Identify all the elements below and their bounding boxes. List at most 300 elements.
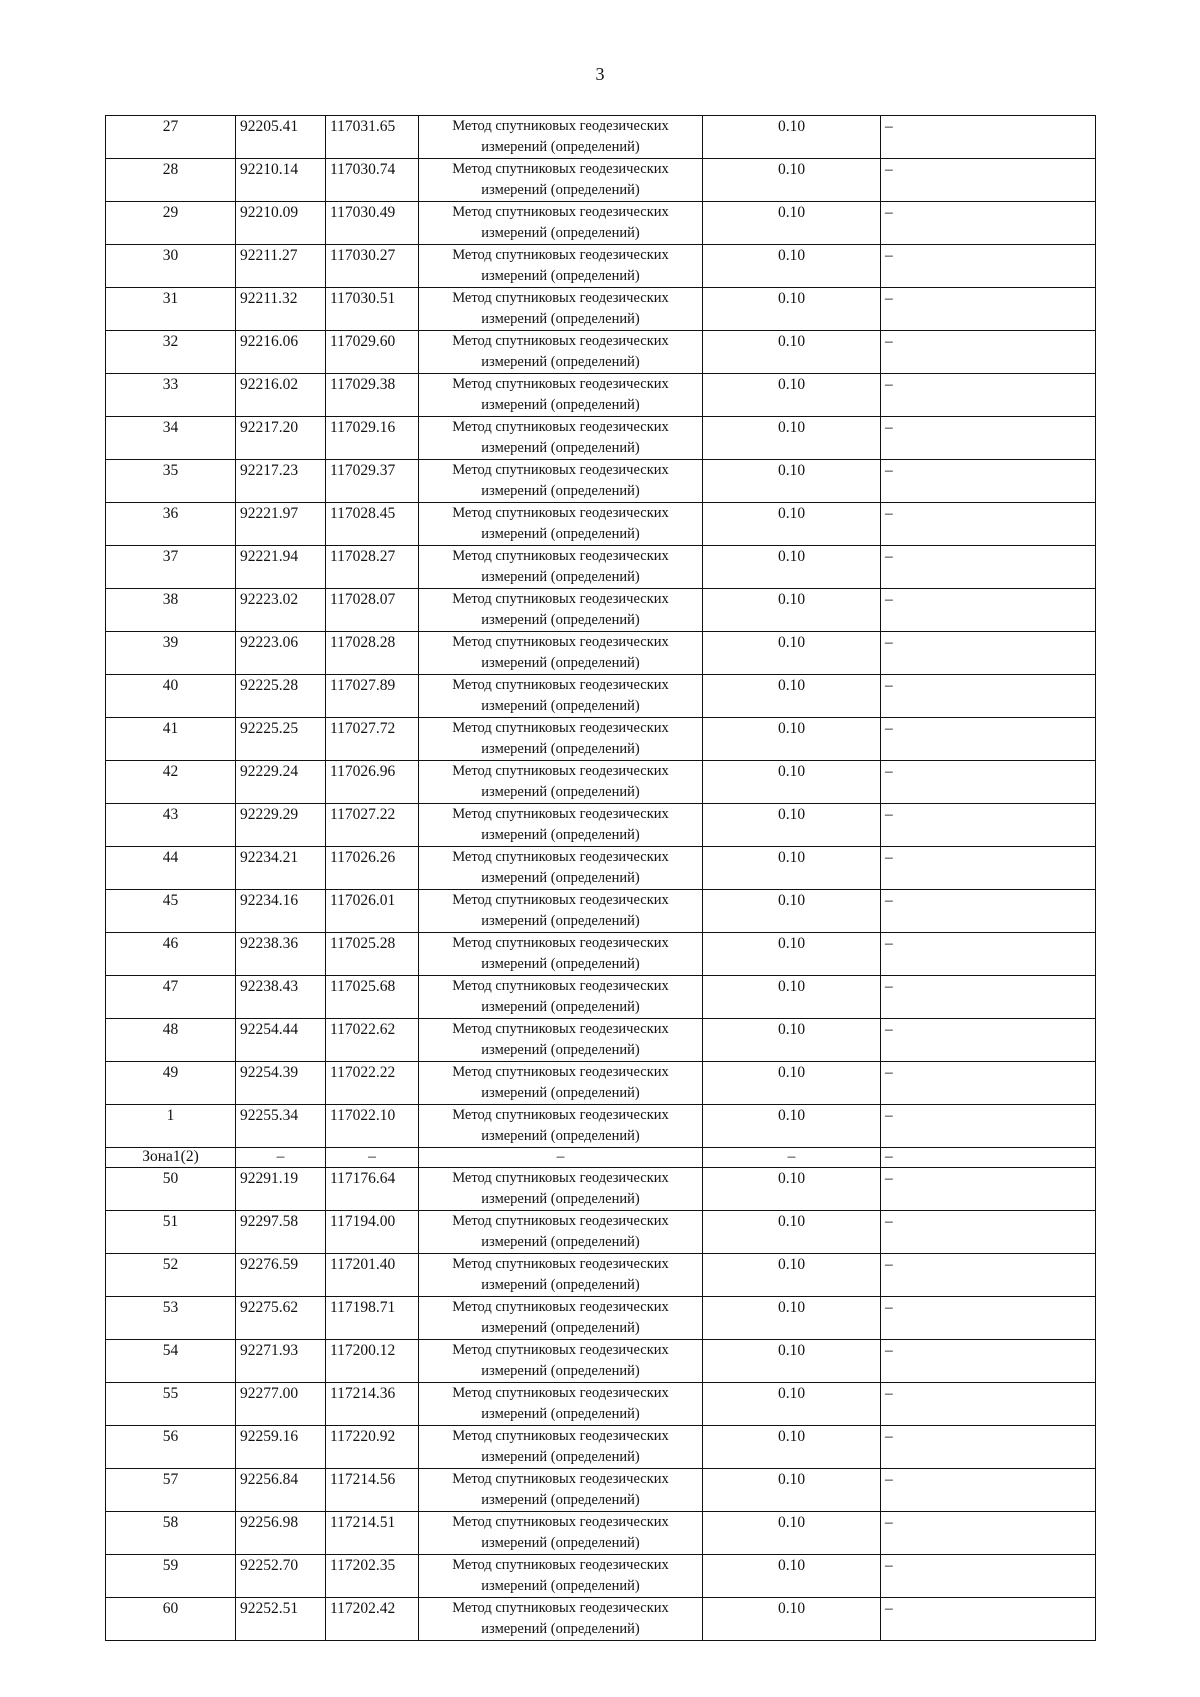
accuracy-cell: 0.10 bbox=[703, 245, 881, 288]
x-coordinate-cell: 92238.43 bbox=[236, 976, 326, 1019]
accuracy-cell: 0.10 bbox=[703, 804, 881, 847]
point-number-cell: 47 bbox=[106, 976, 236, 1019]
method-line-2: измерений (определений) bbox=[481, 225, 640, 241]
accuracy-cell: 0.10 bbox=[703, 288, 881, 331]
method-cell bbox=[419, 1105, 703, 1148]
x-coordinate-cell: 92256.98 bbox=[236, 1512, 326, 1555]
note-cell: – bbox=[881, 804, 1096, 847]
y-coordinate-cell: 117031.65 bbox=[326, 116, 419, 159]
note-cell: – bbox=[881, 1105, 1096, 1148]
point-number-cell: 44 bbox=[106, 847, 236, 890]
y-coordinate-cell: 117026.01 bbox=[326, 890, 419, 933]
y-coordinate-cell: 117030.74 bbox=[326, 159, 419, 202]
table-row bbox=[106, 933, 1096, 976]
method-line-2: измерений (определений) bbox=[481, 354, 640, 370]
method-line-2: измерений (определений) bbox=[481, 1191, 640, 1207]
table-row bbox=[106, 159, 1096, 202]
x-coordinate-cell: 92210.09 bbox=[236, 202, 326, 245]
y-coordinate-cell: 117026.26 bbox=[326, 847, 419, 890]
accuracy-cell: 0.10 bbox=[703, 374, 881, 417]
note-cell: – bbox=[881, 460, 1096, 503]
method-cell bbox=[419, 761, 703, 804]
table-row bbox=[106, 1019, 1096, 1062]
point-number-cell: 43 bbox=[106, 804, 236, 847]
method-line-1: Метод спутниковых геодезических bbox=[452, 806, 669, 822]
note-cell: – bbox=[881, 159, 1096, 202]
method-line-2: измерений (определений) bbox=[481, 268, 640, 284]
point-number-cell: 34 bbox=[106, 417, 236, 460]
accuracy-cell: 0.10 bbox=[703, 933, 881, 976]
method-cell bbox=[419, 1598, 703, 1641]
accuracy-cell: 0.10 bbox=[703, 1254, 881, 1297]
method-cell bbox=[419, 890, 703, 933]
accuracy-cell: 0.10 bbox=[703, 331, 881, 374]
point-number-cell: 45 bbox=[106, 890, 236, 933]
point-number-cell: 50 bbox=[106, 1168, 236, 1211]
method-line-1: Метод спутниковых геодезических bbox=[452, 763, 669, 779]
y-coordinate-cell: 117030.49 bbox=[326, 202, 419, 245]
note-cell: – bbox=[881, 632, 1096, 675]
method-cell bbox=[419, 417, 703, 460]
x-coordinate-cell: 92291.19 bbox=[236, 1168, 326, 1211]
x-coordinate-cell: 92276.59 bbox=[236, 1254, 326, 1297]
method-line-2: измерений (определений) bbox=[481, 1449, 640, 1465]
table-row bbox=[106, 890, 1096, 933]
method-line-2: измерений (определений) bbox=[481, 1535, 640, 1551]
table-row bbox=[106, 1062, 1096, 1105]
method-line-2: измерений (определений) bbox=[481, 698, 640, 714]
y-coordinate-cell: 117029.37 bbox=[326, 460, 419, 503]
method-cell bbox=[419, 546, 703, 589]
accuracy-cell: 0.10 bbox=[703, 417, 881, 460]
accuracy-cell: 0.10 bbox=[703, 718, 881, 761]
x-coordinate-cell: 92216.02 bbox=[236, 374, 326, 417]
accuracy-cell: 0.10 bbox=[703, 589, 881, 632]
method-line-2: измерений (определений) bbox=[481, 1406, 640, 1422]
x-coordinate-cell: 92221.97 bbox=[236, 503, 326, 546]
method-line-2: измерений (определений) bbox=[481, 827, 640, 843]
x-coordinate-cell: 92217.20 bbox=[236, 417, 326, 460]
note-cell: – bbox=[881, 933, 1096, 976]
zone-row bbox=[106, 1148, 1096, 1168]
point-number-cell: 48 bbox=[106, 1019, 236, 1062]
method-cell bbox=[419, 1254, 703, 1297]
note-cell: – bbox=[881, 417, 1096, 460]
table-row bbox=[106, 761, 1096, 804]
method-line-2: измерений (определений) bbox=[481, 1085, 640, 1101]
y-coordinate-cell: 117028.07 bbox=[326, 589, 419, 632]
note-cell: – bbox=[881, 847, 1096, 890]
accuracy-cell: 0.10 bbox=[703, 202, 881, 245]
point-number-cell: 56 bbox=[106, 1426, 236, 1469]
accuracy-cell: 0.10 bbox=[703, 116, 881, 159]
method-line-1: Метод спутниковых геодезических bbox=[452, 333, 669, 349]
accuracy-cell: 0.10 bbox=[703, 159, 881, 202]
method-line-1: Метод спутниковых геодезических bbox=[452, 1557, 669, 1573]
method-line-2: измерений (определений) bbox=[481, 1578, 640, 1594]
method-cell bbox=[419, 1168, 703, 1211]
table-row bbox=[106, 1105, 1096, 1148]
method-line-1: Метод спутниковых геодезических bbox=[452, 591, 669, 607]
method-line-1: Метод спутниковых геодезических bbox=[452, 1514, 669, 1530]
zone-label-cell: Зона1(2) bbox=[106, 1148, 236, 1168]
note-cell: – bbox=[881, 1340, 1096, 1383]
x-coordinate-cell: 92211.32 bbox=[236, 288, 326, 331]
method-line-1: Метод спутниковых геодезических bbox=[452, 1342, 669, 1358]
note-cell: – bbox=[881, 202, 1096, 245]
x-coordinate-cell: 92254.44 bbox=[236, 1019, 326, 1062]
accuracy-cell: 0.10 bbox=[703, 632, 881, 675]
y-coordinate-cell: 117027.89 bbox=[326, 675, 419, 718]
table-row bbox=[106, 1555, 1096, 1598]
point-number-cell: 49 bbox=[106, 1062, 236, 1105]
method-cell bbox=[419, 245, 703, 288]
y-coordinate-cell: 117029.60 bbox=[326, 331, 419, 374]
table-row bbox=[106, 718, 1096, 761]
x-coordinate-cell: 92252.70 bbox=[236, 1555, 326, 1598]
x-coordinate-cell: 92252.51 bbox=[236, 1598, 326, 1641]
table-row bbox=[106, 976, 1096, 1019]
table-row bbox=[106, 675, 1096, 718]
method-cell bbox=[419, 1211, 703, 1254]
table-row bbox=[106, 1383, 1096, 1426]
point-number-cell: 46 bbox=[106, 933, 236, 976]
method-line-1: Метод спутниковых геодезических bbox=[452, 505, 669, 521]
y-coordinate-cell: 117028.28 bbox=[326, 632, 419, 675]
table-row bbox=[106, 1211, 1096, 1254]
method-line-1: Метод спутниковых геодезических bbox=[452, 1170, 669, 1186]
table-row bbox=[106, 331, 1096, 374]
table-row bbox=[106, 1168, 1096, 1211]
point-number-cell: 31 bbox=[106, 288, 236, 331]
table-row bbox=[106, 460, 1096, 503]
method-cell bbox=[419, 718, 703, 761]
point-number-cell: 33 bbox=[106, 374, 236, 417]
x-coordinate-cell: 92229.29 bbox=[236, 804, 326, 847]
method-line-1: Метод спутниковых геодезических bbox=[452, 204, 669, 220]
note-cell: – bbox=[881, 1555, 1096, 1598]
table-row bbox=[106, 632, 1096, 675]
y-coordinate-cell: 117022.22 bbox=[326, 1062, 419, 1105]
method-cell bbox=[419, 159, 703, 202]
note-cell: – bbox=[881, 589, 1096, 632]
accuracy-cell: 0.10 bbox=[703, 1211, 881, 1254]
note-cell: – bbox=[881, 675, 1096, 718]
method-line-1: Метод спутниковых геодезических bbox=[452, 677, 669, 693]
x-coordinate-cell: 92234.21 bbox=[236, 847, 326, 890]
table-row bbox=[106, 1426, 1096, 1469]
y-coordinate-cell: 117022.62 bbox=[326, 1019, 419, 1062]
note-cell: – bbox=[881, 1019, 1096, 1062]
method-line-1: Метод спутниковых геодезических bbox=[452, 634, 669, 650]
x-coordinate-cell: 92271.93 bbox=[236, 1340, 326, 1383]
method-line-2: измерений (определений) bbox=[481, 440, 640, 456]
y-coordinate-cell: 117214.51 bbox=[326, 1512, 419, 1555]
accuracy-cell: 0.10 bbox=[703, 1105, 881, 1148]
method-line-2: измерений (определений) bbox=[481, 741, 640, 757]
x-coordinate-cell: 92211.27 bbox=[236, 245, 326, 288]
x-coordinate-cell: 92217.23 bbox=[236, 460, 326, 503]
x-coordinate-cell: 92297.58 bbox=[236, 1211, 326, 1254]
accuracy-cell: 0.10 bbox=[703, 1062, 881, 1105]
method-line-2: измерений (определений) bbox=[481, 1234, 640, 1250]
point-number-cell: 59 bbox=[106, 1555, 236, 1598]
zone-method-cell: – bbox=[419, 1148, 703, 1168]
method-cell bbox=[419, 1340, 703, 1383]
x-coordinate-cell: 92223.02 bbox=[236, 589, 326, 632]
accuracy-cell: 0.10 bbox=[703, 890, 881, 933]
page-number: 3 bbox=[595, 64, 605, 84]
note-cell: – bbox=[881, 546, 1096, 589]
note-cell: – bbox=[881, 374, 1096, 417]
method-cell bbox=[419, 933, 703, 976]
method-line-1: Метод спутниковых геодезических bbox=[452, 161, 669, 177]
method-cell bbox=[419, 1383, 703, 1426]
table-row bbox=[106, 503, 1096, 546]
accuracy-cell: 0.10 bbox=[703, 1512, 881, 1555]
y-coordinate-cell: 117028.45 bbox=[326, 503, 419, 546]
zone-x-cell: – bbox=[236, 1148, 326, 1168]
method-line-2: измерений (определений) bbox=[481, 999, 640, 1015]
accuracy-cell: 0.10 bbox=[703, 1598, 881, 1641]
point-number-cell: 40 bbox=[106, 675, 236, 718]
method-line-1: Метод спутниковых геодезических bbox=[452, 720, 669, 736]
accuracy-cell: 0.10 bbox=[703, 675, 881, 718]
point-number-cell: 53 bbox=[106, 1297, 236, 1340]
method-cell bbox=[419, 589, 703, 632]
table-row bbox=[106, 1340, 1096, 1383]
y-coordinate-cell: 117194.00 bbox=[326, 1211, 419, 1254]
table-row bbox=[106, 1254, 1096, 1297]
point-number-cell: 54 bbox=[106, 1340, 236, 1383]
point-number-cell: 27 bbox=[106, 116, 236, 159]
x-coordinate-cell: 92254.39 bbox=[236, 1062, 326, 1105]
method-line-1: Метод спутниковых геодезических bbox=[452, 978, 669, 994]
y-coordinate-cell: 117176.64 bbox=[326, 1168, 419, 1211]
x-coordinate-cell: 92223.06 bbox=[236, 632, 326, 675]
note-cell: – bbox=[881, 331, 1096, 374]
method-line-2: измерений (определений) bbox=[481, 526, 640, 542]
point-number-cell: 32 bbox=[106, 331, 236, 374]
method-line-1: Метод спутниковых геодезических bbox=[452, 247, 669, 263]
zone-accuracy-cell: – bbox=[703, 1148, 881, 1168]
method-line-1: Метод спутниковых геодезических bbox=[452, 1107, 669, 1123]
method-line-2: измерений (определений) bbox=[481, 784, 640, 800]
method-line-2: измерений (определений) bbox=[481, 870, 640, 886]
x-coordinate-cell: 92275.62 bbox=[236, 1297, 326, 1340]
y-coordinate-cell: 117022.10 bbox=[326, 1105, 419, 1148]
table-row bbox=[106, 374, 1096, 417]
method-line-1: Метод спутниковых геодезических bbox=[452, 1064, 669, 1080]
method-cell bbox=[419, 1019, 703, 1062]
accuracy-cell: 0.10 bbox=[703, 1297, 881, 1340]
method-line-2: измерений (определений) bbox=[481, 182, 640, 198]
y-coordinate-cell: 117198.71 bbox=[326, 1297, 419, 1340]
method-line-2: измерений (определений) bbox=[481, 1277, 640, 1293]
accuracy-cell: 0.10 bbox=[703, 503, 881, 546]
method-line-1: Метод спутниковых геодезических bbox=[452, 376, 669, 392]
accuracy-cell: 0.10 bbox=[703, 1340, 881, 1383]
note-cell: – bbox=[881, 976, 1096, 1019]
method-line-2: измерений (определений) bbox=[481, 1492, 640, 1508]
method-line-2: измерений (определений) bbox=[481, 1363, 640, 1379]
note-cell: – bbox=[881, 1469, 1096, 1512]
y-coordinate-cell: 117026.96 bbox=[326, 761, 419, 804]
y-coordinate-cell: 117027.22 bbox=[326, 804, 419, 847]
accuracy-cell: 0.10 bbox=[703, 976, 881, 1019]
y-coordinate-cell: 117029.16 bbox=[326, 417, 419, 460]
table-row bbox=[106, 1512, 1096, 1555]
x-coordinate-cell: 92259.16 bbox=[236, 1426, 326, 1469]
y-coordinate-cell: 117025.68 bbox=[326, 976, 419, 1019]
x-coordinate-cell: 92225.28 bbox=[236, 675, 326, 718]
table-row bbox=[106, 804, 1096, 847]
zone-note-cell: – bbox=[881, 1148, 1096, 1168]
y-coordinate-cell: 117029.38 bbox=[326, 374, 419, 417]
accuracy-cell: 0.10 bbox=[703, 546, 881, 589]
point-number-cell: 35 bbox=[106, 460, 236, 503]
y-coordinate-cell: 117028.27 bbox=[326, 546, 419, 589]
note-cell: – bbox=[881, 761, 1096, 804]
point-number-cell: 38 bbox=[106, 589, 236, 632]
method-cell bbox=[419, 503, 703, 546]
method-line-1: Метод спутниковых геодезических bbox=[452, 1385, 669, 1401]
method-line-1: Метод спутниковых геодезических bbox=[452, 935, 669, 951]
point-number-cell: 39 bbox=[106, 632, 236, 675]
method-cell bbox=[419, 116, 703, 159]
x-coordinate-cell: 92221.94 bbox=[236, 546, 326, 589]
method-line-2: измерений (определений) bbox=[481, 483, 640, 499]
table-row bbox=[106, 847, 1096, 890]
accuracy-cell: 0.10 bbox=[703, 460, 881, 503]
x-coordinate-cell: 92256.84 bbox=[236, 1469, 326, 1512]
method-cell bbox=[419, 460, 703, 503]
x-coordinate-cell: 92238.36 bbox=[236, 933, 326, 976]
y-coordinate-cell: 117214.56 bbox=[326, 1469, 419, 1512]
method-cell bbox=[419, 675, 703, 718]
method-line-2: измерений (определений) bbox=[481, 397, 640, 413]
y-coordinate-cell: 117030.51 bbox=[326, 288, 419, 331]
method-line-2: измерений (определений) bbox=[481, 1320, 640, 1336]
note-cell: – bbox=[881, 288, 1096, 331]
accuracy-cell: 0.10 bbox=[703, 1019, 881, 1062]
method-line-1: Метод спутниковых геодезических bbox=[452, 419, 669, 435]
zone-y-cell: – bbox=[326, 1148, 419, 1168]
method-cell bbox=[419, 1426, 703, 1469]
point-number-cell: 37 bbox=[106, 546, 236, 589]
method-line-2: измерений (определений) bbox=[481, 956, 640, 972]
coordinates-table bbox=[105, 115, 1096, 1641]
method-cell bbox=[419, 1555, 703, 1598]
x-coordinate-cell: 92277.00 bbox=[236, 1383, 326, 1426]
method-cell bbox=[419, 804, 703, 847]
x-coordinate-cell: 92205.41 bbox=[236, 116, 326, 159]
point-number-cell: 51 bbox=[106, 1211, 236, 1254]
method-cell bbox=[419, 202, 703, 245]
point-number-cell: 1 bbox=[106, 1105, 236, 1148]
x-coordinate-cell: 92234.16 bbox=[236, 890, 326, 933]
accuracy-cell: 0.10 bbox=[703, 1426, 881, 1469]
table-row bbox=[106, 245, 1096, 288]
y-coordinate-cell: 117201.40 bbox=[326, 1254, 419, 1297]
table-row bbox=[106, 288, 1096, 331]
method-cell bbox=[419, 1512, 703, 1555]
point-number-cell: 41 bbox=[106, 718, 236, 761]
table-row bbox=[106, 417, 1096, 460]
method-line-1: Метод спутниковых геодезических bbox=[452, 462, 669, 478]
table-row bbox=[106, 546, 1096, 589]
method-line-2: измерений (определений) bbox=[481, 1621, 640, 1637]
method-cell bbox=[419, 1062, 703, 1105]
accuracy-cell: 0.10 bbox=[703, 847, 881, 890]
method-cell bbox=[419, 976, 703, 1019]
x-coordinate-cell: 92229.24 bbox=[236, 761, 326, 804]
y-coordinate-cell: 117214.36 bbox=[326, 1383, 419, 1426]
method-line-2: измерений (определений) bbox=[481, 1128, 640, 1144]
method-line-2: измерений (определений) bbox=[481, 569, 640, 585]
y-coordinate-cell: 117202.42 bbox=[326, 1598, 419, 1641]
point-number-cell: 57 bbox=[106, 1469, 236, 1512]
y-coordinate-cell: 117220.92 bbox=[326, 1426, 419, 1469]
accuracy-cell: 0.10 bbox=[703, 1383, 881, 1426]
method-line-1: Метод спутниковых геодезических bbox=[452, 849, 669, 865]
table-row bbox=[106, 116, 1096, 159]
x-coordinate-cell: 92210.14 bbox=[236, 159, 326, 202]
accuracy-cell: 0.10 bbox=[703, 1555, 881, 1598]
method-line-1: Метод спутниковых геодезических bbox=[452, 892, 669, 908]
method-cell bbox=[419, 374, 703, 417]
method-line-1: Метод спутниковых геодезических bbox=[452, 1213, 669, 1229]
table-row bbox=[106, 1297, 1096, 1340]
method-cell bbox=[419, 288, 703, 331]
y-coordinate-cell: 117202.35 bbox=[326, 1555, 419, 1598]
method-cell bbox=[419, 632, 703, 675]
method-line-1: Метод спутниковых геодезических bbox=[452, 118, 669, 134]
table-row bbox=[106, 202, 1096, 245]
method-line-2: измерений (определений) bbox=[481, 139, 640, 155]
method-line-1: Метод спутниковых геодезических bbox=[452, 1600, 669, 1616]
method-line-2: измерений (определений) bbox=[481, 655, 640, 671]
x-coordinate-cell: 92216.06 bbox=[236, 331, 326, 374]
point-number-cell: 36 bbox=[106, 503, 236, 546]
x-coordinate-cell: 92255.34 bbox=[236, 1105, 326, 1148]
note-cell: – bbox=[881, 1062, 1096, 1105]
method-cell bbox=[419, 1297, 703, 1340]
y-coordinate-cell: 117025.28 bbox=[326, 933, 419, 976]
y-coordinate-cell: 117030.27 bbox=[326, 245, 419, 288]
accuracy-cell: 0.10 bbox=[703, 1168, 881, 1211]
method-line-1: Метод спутниковых геодезических bbox=[452, 548, 669, 564]
table-row bbox=[106, 1469, 1096, 1512]
note-cell: – bbox=[881, 1254, 1096, 1297]
point-number-cell: 60 bbox=[106, 1598, 236, 1641]
method-line-2: измерений (определений) bbox=[481, 612, 640, 628]
note-cell: – bbox=[881, 245, 1096, 288]
note-cell: – bbox=[881, 1297, 1096, 1340]
method-line-1: Метод спутниковых геодезических bbox=[452, 1256, 669, 1272]
x-coordinate-cell: 92225.25 bbox=[236, 718, 326, 761]
method-line-1: Метод спутниковых геодезических bbox=[452, 1299, 669, 1315]
note-cell: – bbox=[881, 1598, 1096, 1641]
accuracy-cell: 0.10 bbox=[703, 1469, 881, 1512]
method-line-1: Метод спутниковых геодезических bbox=[452, 1428, 669, 1444]
note-cell: – bbox=[881, 1383, 1096, 1426]
note-cell: – bbox=[881, 1211, 1096, 1254]
note-cell: – bbox=[881, 718, 1096, 761]
method-line-2: измерений (определений) bbox=[481, 1042, 640, 1058]
method-line-2: измерений (определений) bbox=[481, 913, 640, 929]
note-cell: – bbox=[881, 116, 1096, 159]
